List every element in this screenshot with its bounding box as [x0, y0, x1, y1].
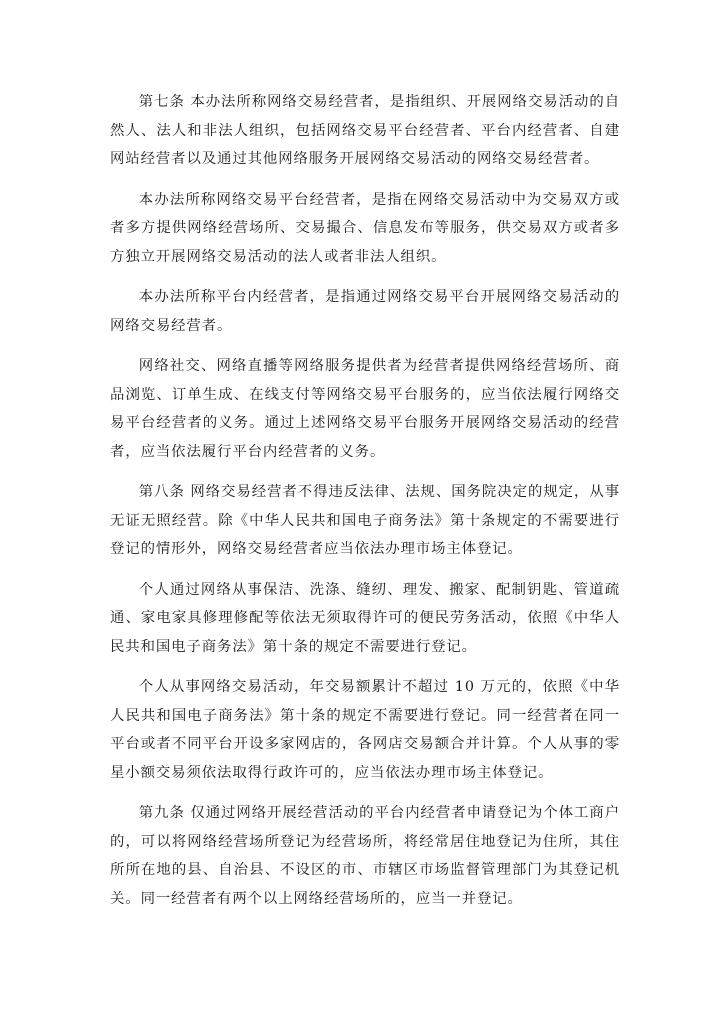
article-8-paragraph: 第八条 网络交易经营者不得违反法律、法规、国务院决定的规定，从事无证无照经营。除《中华人民共和国电子商务法》第十条规定的不需要进行登记的情形外，网络交易经营者应当依法办理市场主体登记。 [110, 484, 620, 557]
platform-operator-definition-paragraph: 本办法所称网络交易平台经营者，是指在网络交易活动中为交易双方或者多方提供网络经营场所、交易撮合、信息发布等服务，供交易双方或者多方独立开展网络交易活动的法人或者非法人组织。 [110, 191, 620, 265]
small-transaction-paragraph: 个人从事网络交易活动，年交易额累计不超过 10 万元的，依照《中华人民共和国电子商务法》第十条的规定不需要进行登记。同一经营者在同一平台或者不同平台开设多家网店的，各网店交易额合并计算。个人从事的零星小额交易须依法取得行政许可的，应当依法办理市场主体登记。 [110, 679, 620, 781]
convenience-labor-paragraph: 个人通过网络从事保洁、洗涤、缝纫、理发、搬家、配制钥匙、管道疏通、家电家具修理修配等依法无须取得许可的便民劳务活动，依照《中华人民共和国电子商务法》第十条的规定不需要进行登记。 [110, 581, 620, 655]
in-platform-operator-definition-paragraph: 本办法所称平台内经营者，是指通过网络交易平台开展网络交易活动的网络交易经营者。 [110, 289, 620, 334]
document-page [110, 88, 620, 913]
social-livestream-obligation-paragraph: 网络社交、网络直播等网络服务提供者为经营者提供网络经营场所、商品浏览、订单生成、在线支付等网络交易平台服务的，应当依法履行网络交易平台经营者的义务。通过上述网络交易平台服务开展网络交易活动的经营者，应当依法履行平台内经营者的义务。 [110, 358, 620, 460]
article-7-paragraph: 第七条 本办法所称网络交易经营者，是指组织、开展网络交易活动的自然人、法人和非法人组织，包括网络交易平台经营者、平台内经营者、自建网站经营者以及通过其他网络服务开展网络交易活动的网络交易经营者。 [110, 94, 620, 167]
article-9-paragraph: 第九条 仅通过网络开展经营活动的平台内经营者申请登记为个体工商户的，可以将网络经营场所登记为经营场所，将经常居住地登记为住所，其住所所在地的县、自治县、不设区的市、市辖区市场监督管理部门为其登记机关。同一经营者有两个以上网络经营场所的，应当一并登记。 [110, 805, 620, 907]
